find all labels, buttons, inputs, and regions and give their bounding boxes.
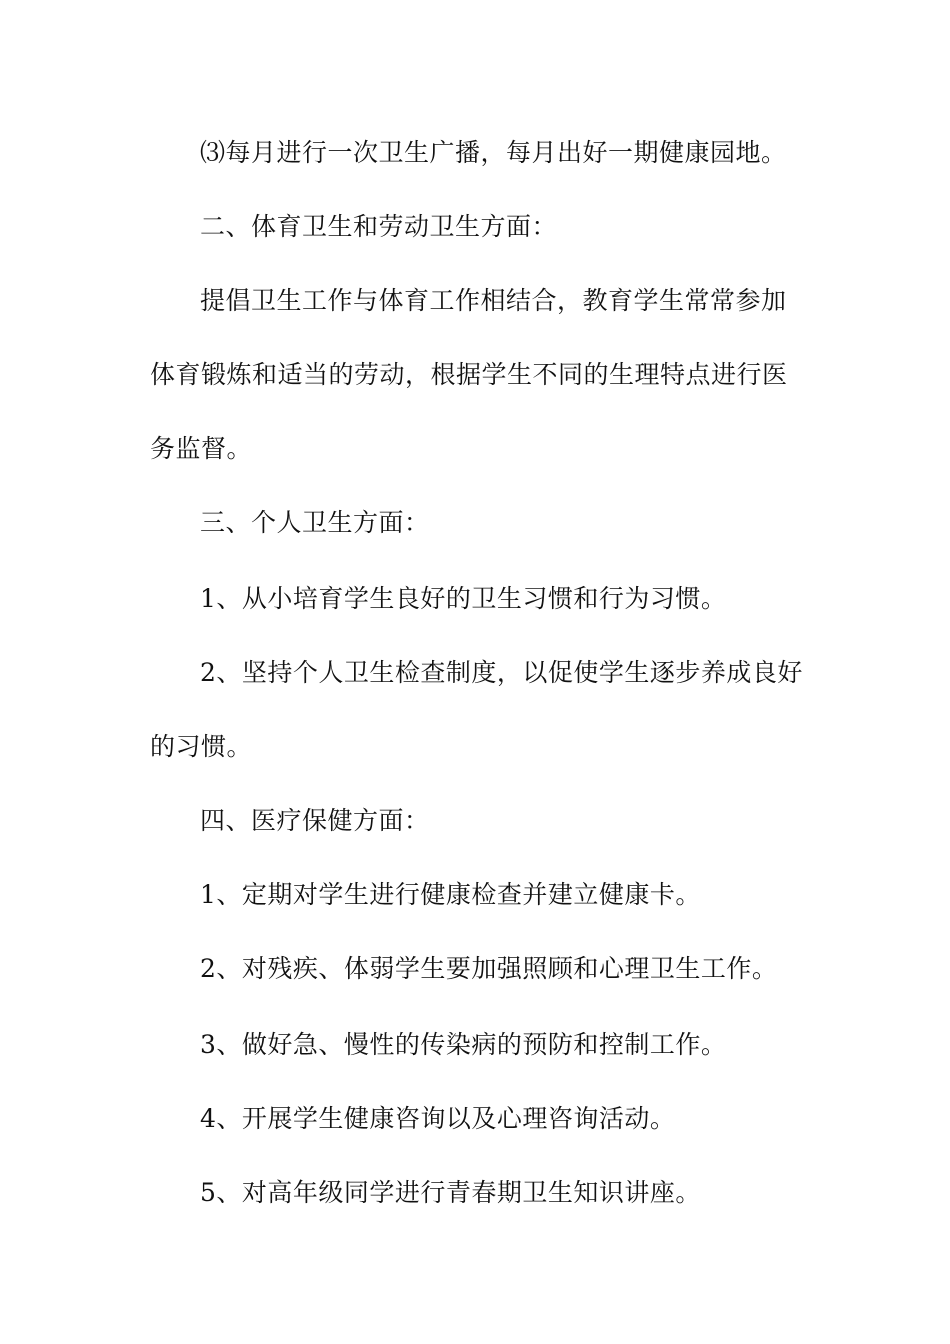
text-line: 体育锻炼和适当的劳动，根据学生不同的生理特点进行医: [150, 360, 788, 389]
list-item: 3、做好急、慢性的传染病的预防和控制工作。: [200, 1030, 727, 1059]
list-item: 1、从小培育学生良好的卫生习惯和行为习惯。: [200, 584, 727, 613]
section-heading: 二、体育卫生和劳动卫生方面：: [200, 212, 558, 241]
list-item: 4、开展学生健康咨询以及心理咨询活动。: [200, 1104, 676, 1133]
list-item: 5、对高年级同学进行青春期卫生知识讲座。: [200, 1178, 701, 1207]
list-item: 2、对残疾、体弱学生要加强照顾和心理卫生工作。: [200, 954, 778, 983]
list-item: 2、坚持个人卫生检查制度，以促使学生逐步养成良好: [200, 658, 803, 687]
section-heading: 三、个人卫生方面：: [200, 508, 430, 537]
text-line: 提倡卫生工作与体育工作相结合，教育学生常常参加: [200, 286, 787, 315]
section-heading: 四、医疗保健方面：: [200, 806, 430, 835]
text-line: 务监督。: [150, 434, 253, 463]
text-line: ⑶每月进行一次卫生广播，每月出好一期健康园地。: [200, 138, 787, 167]
text-line: 的习惯。: [150, 732, 253, 761]
list-item: 1、定期对学生进行健康检查并建立健康卡。: [200, 880, 701, 909]
